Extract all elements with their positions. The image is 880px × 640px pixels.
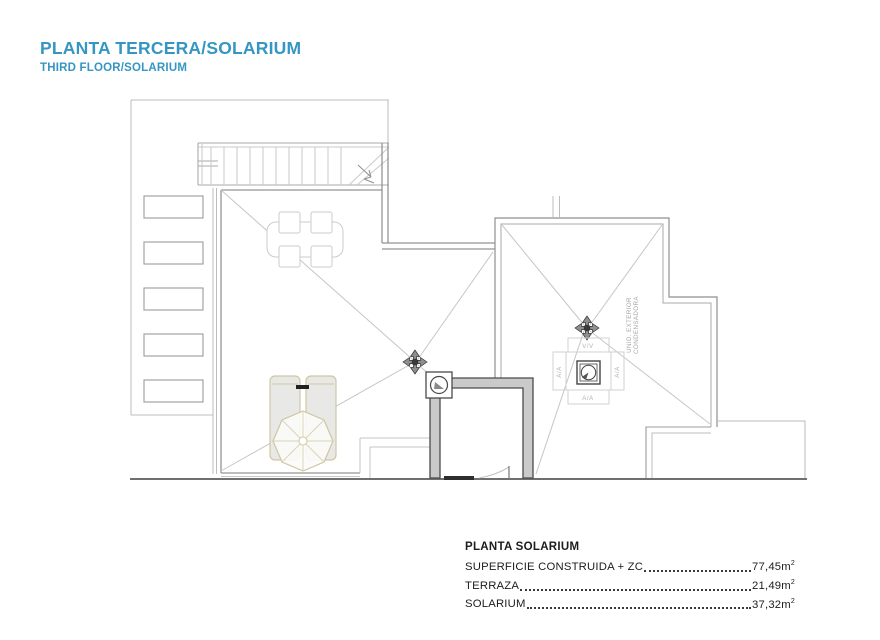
stair-treads [198, 143, 389, 185]
condenser-label-line2: CONDENSADORA [633, 296, 640, 354]
hvac-label-top: V/V [582, 344, 594, 350]
door-threshold [444, 476, 474, 480]
staircase [198, 143, 389, 185]
chair [279, 212, 300, 233]
legend-row-solarium [465, 594, 795, 613]
hvac-label-right: A/A [615, 366, 621, 378]
page-title: PLANTA TERCERA/SOLARIUM [40, 38, 302, 58]
dotted-leader [520, 589, 751, 591]
legend-label: SUPERFICIE CONSTRUIDA + ZC [465, 560, 644, 573]
area-legend [465, 541, 795, 612]
legend-label: TERRAZA [465, 579, 520, 592]
legend-value: 37,32m [752, 598, 791, 611]
legend-value-sup: 2 [790, 578, 795, 586]
parasol [273, 411, 333, 471]
stair-bulkhead [426, 372, 533, 480]
dotted-leader [527, 607, 751, 609]
condenser-annotation [626, 296, 640, 354]
legend-label: SOLARIUM [465, 598, 526, 611]
lounge-area [270, 376, 336, 471]
louver-vents [144, 196, 203, 402]
adjacent-roof-outline [717, 421, 805, 478]
condenser-label-line1: UNID. EXTERIOR [626, 297, 633, 353]
door-swing [479, 467, 509, 478]
legend-value: 77,45m [752, 560, 791, 573]
hvac-unit [553, 338, 624, 404]
hvac-label-bottom: A/A [582, 396, 594, 402]
lower-floor-outline [131, 100, 389, 474]
hvac-label-left: A/A [557, 366, 563, 378]
legend-value-sup: 2 [790, 560, 795, 567]
chair [311, 212, 332, 233]
page-subtitle: THIRD FLOOR/SOLARIUM [40, 62, 188, 74]
drain-symbol-solarium [575, 316, 599, 340]
chair [311, 246, 332, 267]
dotted-leader [644, 570, 751, 572]
downpipe [431, 377, 448, 394]
dining-set [267, 212, 343, 267]
side-table [296, 385, 309, 389]
legend-header: PLANTA SOLARIUM [465, 541, 580, 553]
chair [279, 246, 300, 267]
legend-row-superficie [465, 556, 795, 575]
legend-row-terraza [465, 575, 795, 594]
legend-value-sup: 2 [790, 597, 795, 605]
legend-value: 21,49m [752, 579, 791, 592]
